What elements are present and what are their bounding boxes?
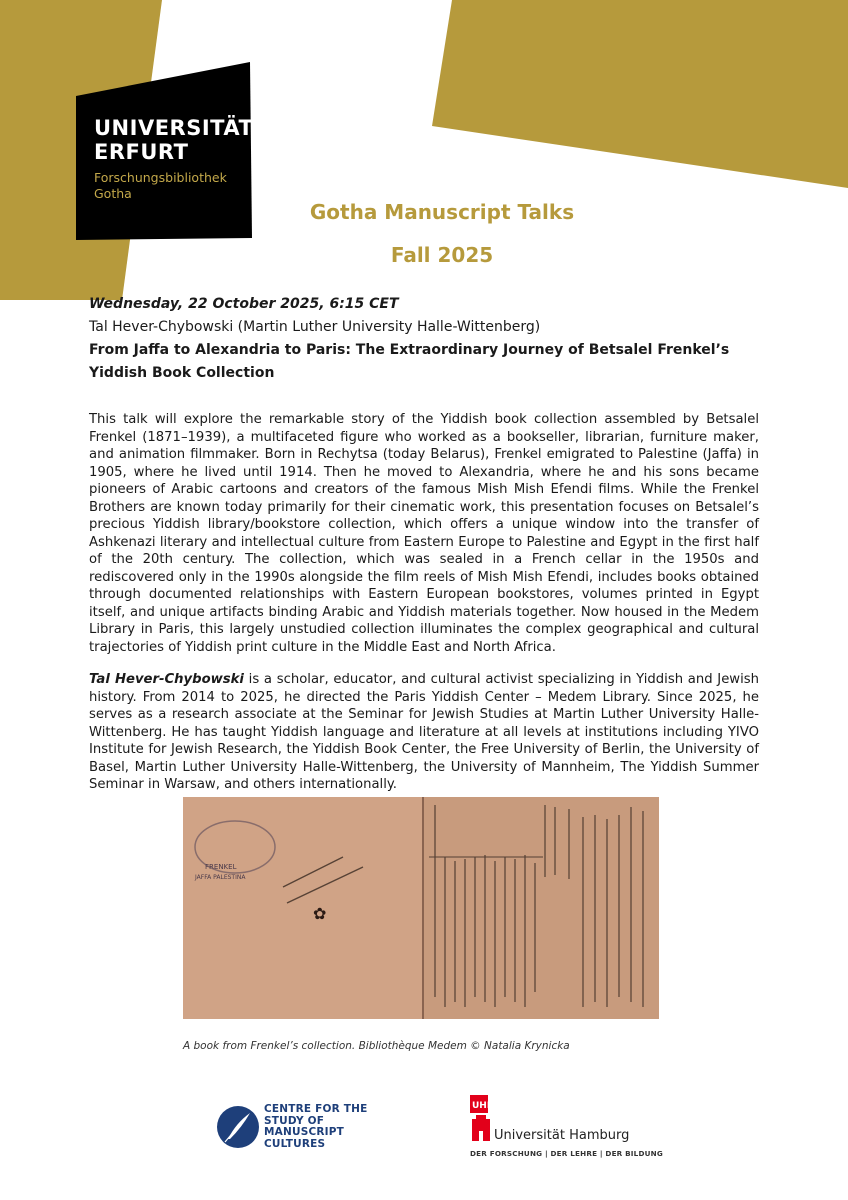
uhh-name: Universität Hamburg xyxy=(494,1128,630,1143)
csmc-name: CENTRE FOR THE STUDY OF MANUSCRIPT CULTURES xyxy=(264,1103,368,1150)
svg-text:✿: ✿ xyxy=(313,904,327,923)
series-term: Fall 2025 xyxy=(390,243,494,267)
gold-shape-right xyxy=(432,0,848,188)
bio-text: is a scholar, educator, and cultural activist specializing in Yiddish and Jewish history. From 2014 to 2025, he directed the Paris Yiddish Center – Medem Library. Since 2025, he serves as a research associate at the Seminar for Jewish Studies at Martin Luther University Halle-Wittenberg. He has taught Yiddish language and literature at all levels at institutions including YIVO Institute for Jewish Research, the Yiddish Book Center, the Free University of Berlin, the University of Basel, Martin Luther University Halle-Wittenberg, the University of Mannheim, The Yiddish Summer Seminar in Warsaw, and others internationally. xyxy=(89,672,759,792)
logo-university-name: UNIVERSITÄT ERFURT xyxy=(94,116,254,164)
stamp-place: JAFFA PALESTINA xyxy=(195,874,246,881)
csmc-logo xyxy=(216,1103,426,1159)
series-title: Gotha Manuscript Talks xyxy=(309,200,575,224)
stamp-name: FRENKEL xyxy=(205,863,237,871)
event-speaker: Tal Hever-Chybowski (Martin Luther University Halle-Wittenberg) xyxy=(89,319,541,335)
university-logo xyxy=(88,104,258,234)
event-title: From Jaffa to Alexandria to Paris: The Extraordinary Journey of Betsalel Frenkel’s Yiddish Book Collection xyxy=(89,342,730,381)
bio-name: Tal Hever-Chybowski xyxy=(89,672,244,687)
bio-paragraph xyxy=(89,671,759,794)
abstract-paragraph: This talk will explore the remarkable story of the Yiddish book collection assembled by Betsalel Frenkel (1871–1939), a multifaceted figure who worked as a bookseller, librarian, furniture maker, and animation filmmaker. Born in Rechytsa (today Belarus), Frenkel emigrated to Palestine (Jaffa) in 1905, where he lived until 1914. Then he moved to Alexandria, where he and his sons became pioneers of Arabic cartoons and creators of the famous Mish Mish Efendi films. While the Frenkel Brothers are known today primarily for their cinematic work, this presentation focuses on Betsalel’s precious Yiddish library/bookstore collection, which offers a unique window into the transfer of Ashkenazi literary and intellectual culture from Eastern Europe to Palestine and Egypt in the first half of the 20th century. The collection, which was sealed in a French cellar in the 1950s and rediscovered only in the 1990s alongside the film reels of Mish Mish Efendi, includes books obtained through documented relationships with Eastern European bookstores, volumes printed in Egypt itself, and unique artifacts binding Arabic and Yiddish materials together. Now housed in the Medem Library in Paris, this largely unstudied collection illuminates the complex geographical and cultural trajectories of Yiddish print culture in the Middle East and North Africa. xyxy=(89,412,759,655)
uhh-mark: UHH xyxy=(472,1101,495,1111)
logo-library-name: Forschungsbibliothek Gotha xyxy=(94,170,227,201)
event-date: Wednesday, 22 October 2025, 6:15 CET xyxy=(89,296,399,312)
book-photo xyxy=(183,797,659,1019)
event-details xyxy=(89,293,769,385)
uhh-tagline: DER FORSCHUNG | DER LEHRE | DER BILDUNG xyxy=(470,1149,663,1158)
photo-caption: A book from Frenkel’s collection. Bibliothèque Medem © Natalia Krynicka xyxy=(183,1040,570,1052)
quill-icon xyxy=(216,1105,260,1149)
uhh-logo xyxy=(470,1095,670,1165)
